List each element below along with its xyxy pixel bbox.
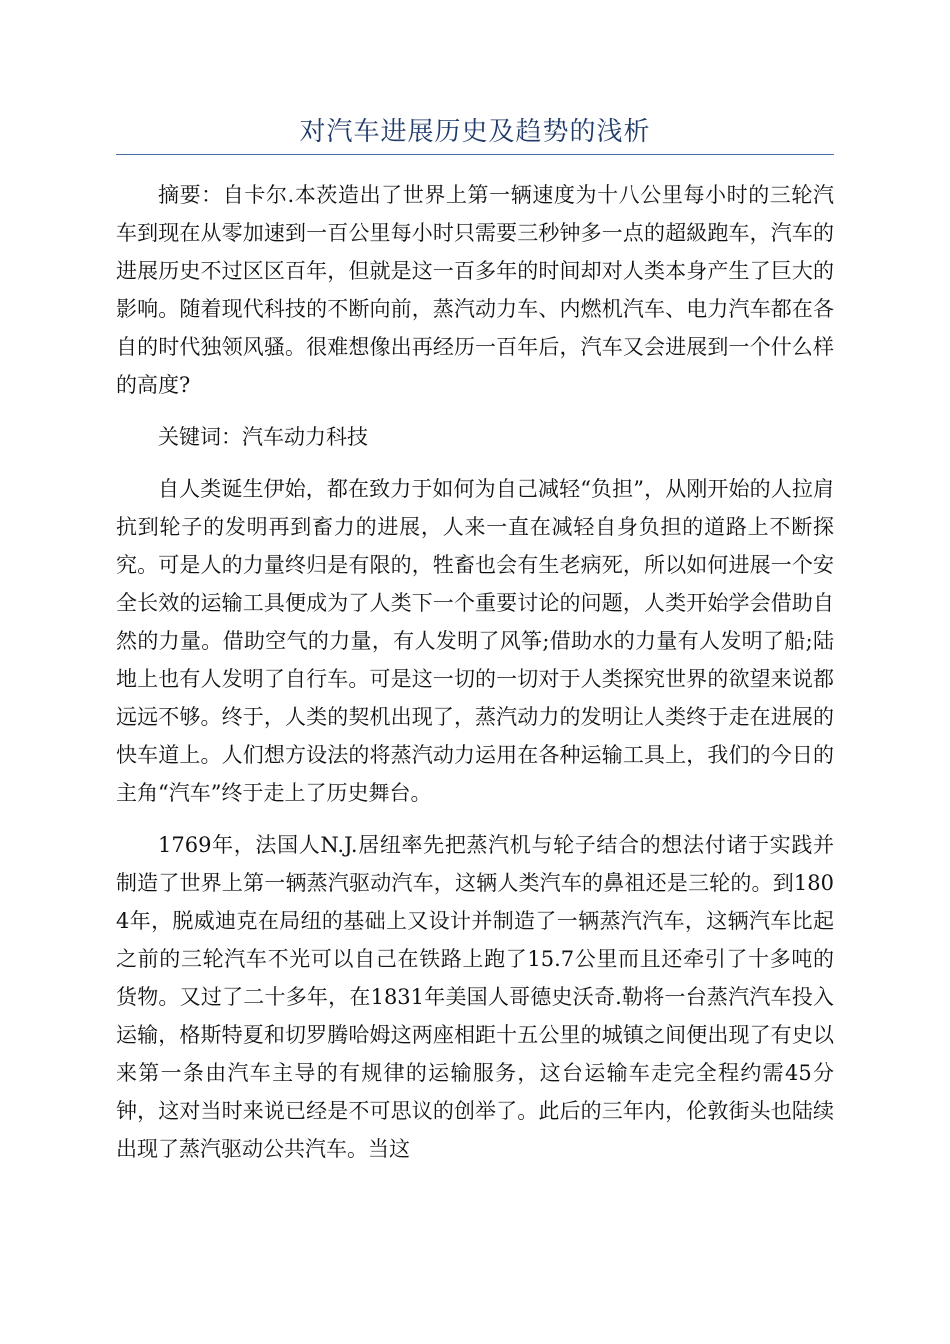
title-underline — [116, 154, 834, 155]
body-paragraph: 1769年，法国人N.J.居纽率先把蒸汽机与轮子结合的想法付诸于实践并制造了世界上第一辆蒸汽驱动汽车，这辆人类汽车的鼻祖还是三轮的。到1804年，脱威迪克在局纽的基础上又设计并制造了一辆蒸汽汽车，这辆汽车比起之前的三轮汽车不光可以自己在铁路上跑了15.7公里而且还牵引了十多吨的货物。又过了二十多年，在1831年美国人哥德史沃奇.勒将一台蒸汽汽车投入运输，格斯特夏和切罗腾哈姆这两座相距十五公里的城镇之间便出现了有史以来第一条由汽车主导的有规律的运输服务，这台运输车走完全程约需45分钟，这对当时来说已经是不可思议的创举了。此后的三年内，伦敦街头也陆续出现了蒸汽驱动公共汽车。当这 — [116, 833, 834, 1161]
abstract-paragraph: 摘要：自卡尔.本茨造出了世界上第一辆速度为十八公里每小时的三轮汽车到现在从零加速到一百公里每小时只需要三秒钟多一点的超級跑车，汽车的进展历史不过区区百年，但就是这一百多年的时间却对人类本身产生了巨大的影响。随着现代科技的不断向前，蒸汽动力车、内燃机汽车、电力汽车都在各自的时代独领风骚。很难想像出再经历一百年后，汽车又会进展到一个什么样的高度? — [116, 183, 834, 397]
document-title: 对汽车进展历史及趋势的浅析 — [299, 117, 651, 147]
body-paragraph: 自人类诞生伊始，都在致力于如何为自己减轻“负担”，从刚开始的人拉肩抗到轮子的发明再到畜力的进展，人来一直在减轻自身负担的道路上不断探究。可是人的力量终归是有限的，牲畜也会有生老病死，所以如何进展一个安全长效的运输工具便成为了人类下一个重要讨论的问题，人类开始学会借助自然的力量。借助空气的力量，有人发明了风筝;借助水的力量有人发明了船;陆地上也有人发明了自行车。可是这一切的一切对于人类探究世界的欲望来说都远远不够。终于，人类的契机出现了，蒸汽动力的发明让人类终于走在进展的快车道上。人们想方设法的将蒸汽动力运用在各种运输工具上，我们的今日的主角“汽车”终于走上了历史舞台。 — [116, 477, 834, 805]
keywords-paragraph: 关键词：汽车动力科技 — [158, 425, 368, 449]
document-body — [116, 176, 834, 1182]
